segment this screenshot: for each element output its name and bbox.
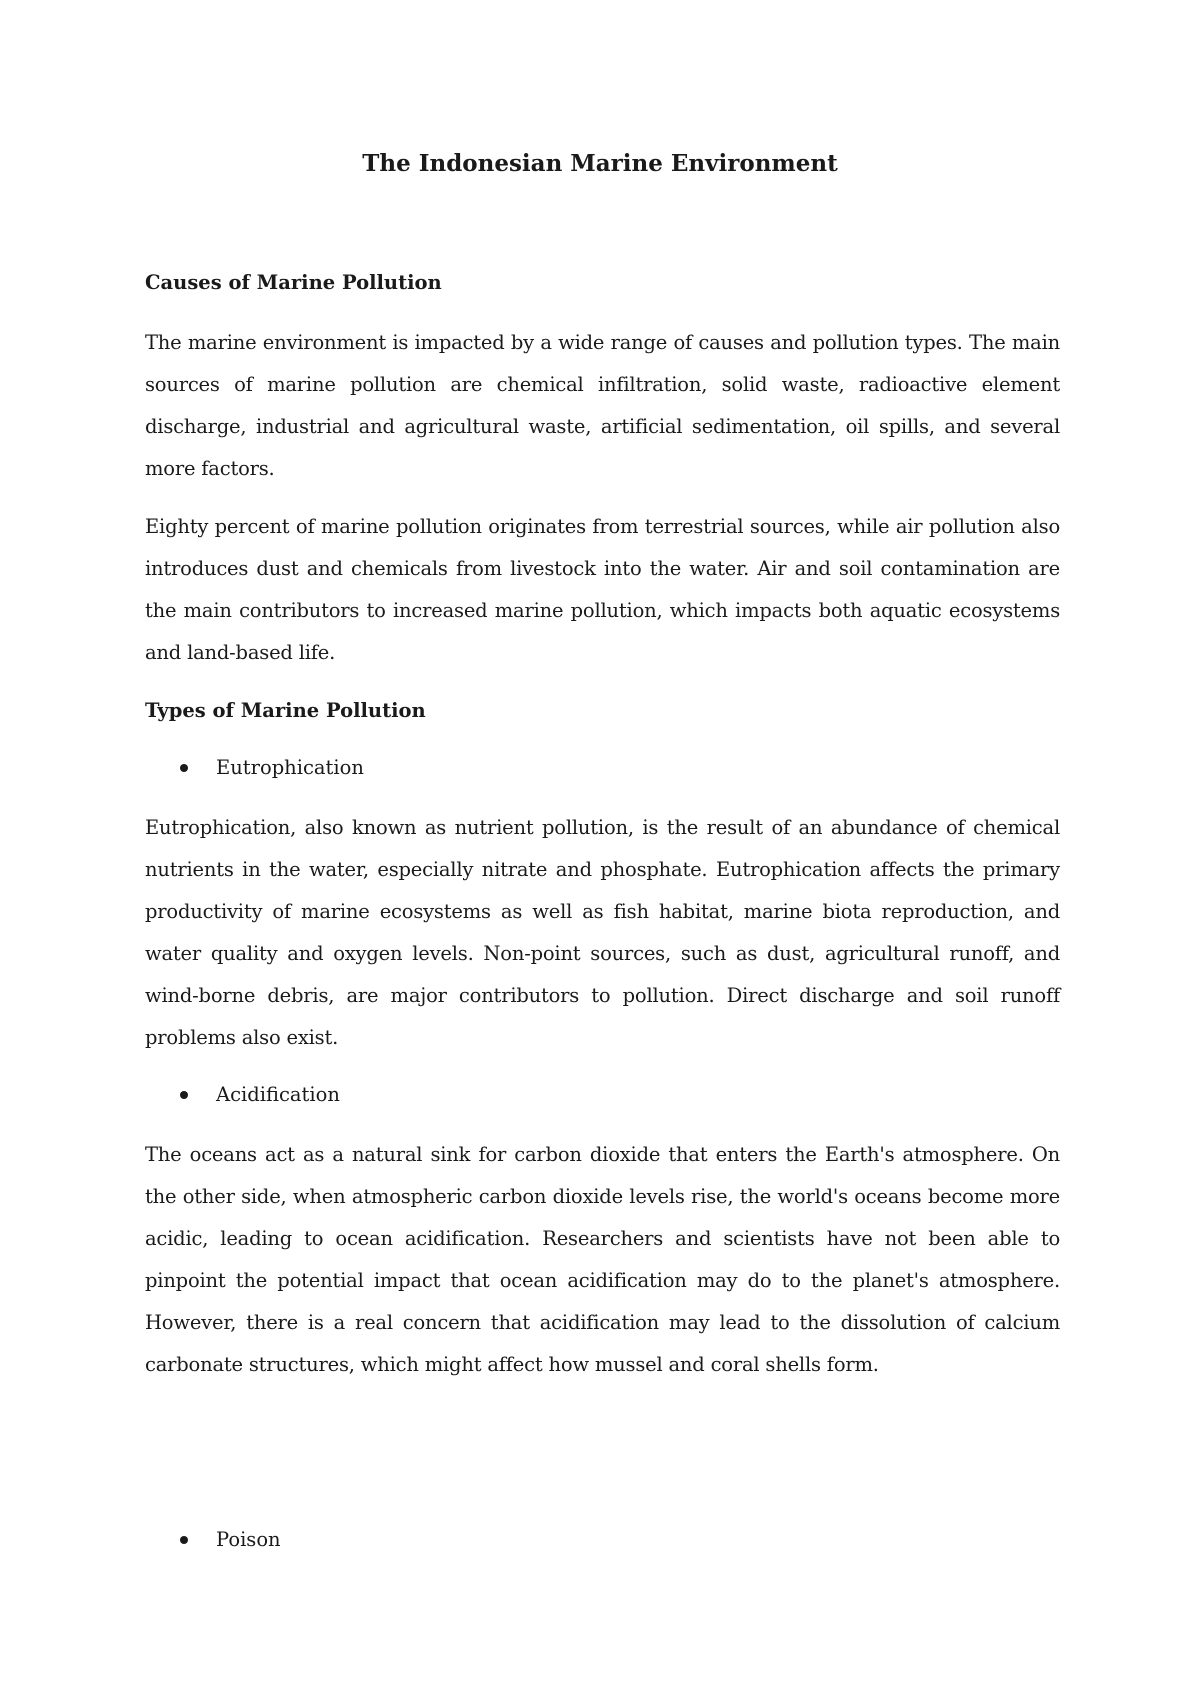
bullet-dot-icon bbox=[180, 1091, 188, 1099]
bullet-label: Eutrophication bbox=[216, 756, 364, 779]
section-heading-types: Types of Marine Pollution bbox=[145, 699, 426, 722]
bullet-label: Poison bbox=[216, 1528, 281, 1551]
document-title: The Indonesian Marine Environment bbox=[362, 150, 838, 177]
bullet-dot-icon bbox=[180, 764, 188, 772]
paragraph-acidification: The oceans act as a natural sink for carbon dioxide that enters the Earth's atmosphere. On the other side, when atmospheric carbon dioxide levels rise, the world's oceans become more acidic, leading to ocean acidification. Researchers and scientists have not been able to pinpoint the potential impact that ocean acidification may do to the planet's atmosphere. However, there is a real concern that acidification may lead to the dissolution of calcium carbonate structures, which might affect how mussel and coral shells form. bbox=[145, 1143, 1060, 1376]
paragraph-causes-2: Eighty percent of marine pollution originates from terrestrial sources, while air pollution also introduces dust and chemicals from livestock into the water. Air and soil contamination are the main contributors to increased marine pollution, which impacts both aquatic ecosystems and land-based life. bbox=[145, 515, 1060, 664]
bullet-item-eutrophication bbox=[180, 753, 364, 783]
paragraph-causes-1: The marine environment is impacted by a wide range of causes and pollution types. The main sources of marine pollution are chemical infiltration, solid waste, radioactive element discharge, industrial and agricultural waste, artificial sedimentation, oil spills, and several more factors. bbox=[145, 331, 1060, 480]
bullet-item-acidification bbox=[180, 1080, 340, 1110]
bullet-item-poison bbox=[180, 1525, 281, 1555]
bullet-label: Acidification bbox=[216, 1083, 340, 1106]
section-heading-causes: Causes of Marine Pollution bbox=[145, 271, 442, 294]
paragraph-eutrophication: Eutrophication, also known as nutrient pollution, is the result of an abundance of chemical nutrients in the water, especially nitrate and phosphate. Eutrophication affects the primary productivity of marine ecosystems as well as fish habitat, marine biota reproduction, and water quality and oxygen levels. Non-point sources, such as dust, agricultural runoff, and wind-borne debris, are major contributors to pollution. Direct discharge and soil runoff problems also exist. bbox=[145, 816, 1060, 1049]
bullet-dot-icon bbox=[180, 1536, 188, 1544]
